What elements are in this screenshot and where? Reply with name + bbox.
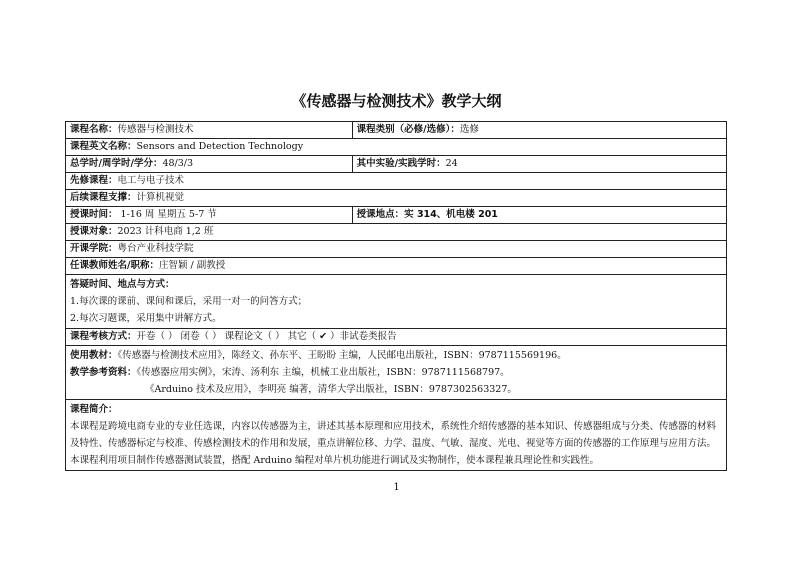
table-row: 授课对象：2023 计科电商 1,2 班	[66, 224, 727, 241]
syllabus-table	[65, 121, 727, 471]
qa-item: 2.每次习题课，采用集中讲解方式。	[70, 313, 222, 324]
college: 粤台产业科技学院	[117, 243, 194, 254]
table-row: 使用教材：《传感器与检测技术应用》，陈经文、孙东平、王盼盼 主编，人民邮电出版社，ISBN：9787115569196。 教学参考资料：《传感器应用实例》，宋涛、汤利东 主编，机械工业出版社，ISBN：9787111568797。 《Arduino 技术及应用》，李明亮 编著，清华大学出版社，ISBN：9787302563327。	[66, 346, 727, 400]
table-row: 后续课程支撑：计算机视觉	[66, 190, 727, 207]
table-row: 授课时间： 1-16 周 星期五 5-7 节 授课地点：实 314、机电楼 201	[66, 207, 727, 224]
reference: 《传感器应用实例》，宋涛、汤利东 主编，机械工业出版社，ISBN：9787111568797。	[136, 367, 510, 378]
reference: 《Arduino 技术及应用》，李明亮 编著，清华大学出版社，ISBN：9787302563327。	[145, 384, 517, 395]
exam-method: 开卷（ ） 闭卷（ ） 课程论文（ ） 其它（ ✔ ）非试卷类报告	[136, 331, 397, 342]
class-place: 实 314、机电楼 201	[404, 209, 498, 220]
table-row: 课程名称：传感器与检测技术 课程类别（必修/选修）：选修	[66, 122, 727, 139]
course-name: 传感器与检测技术	[117, 124, 194, 135]
qa-item: 1.每次课的课前、课间和课后，采用一对一的问答方式；	[70, 296, 308, 307]
page-number: 1	[393, 482, 400, 493]
lab-hours: 24	[445, 158, 458, 169]
target-students: 2023 计科电商 1,2 班	[117, 226, 214, 237]
follow-up-course: 计算机视觉	[136, 192, 185, 203]
table-row: 开课学院：粤台产业科技学院	[66, 241, 727, 258]
textbook: 《传感器与检测技术应用》，陈经文、孙东平、王盼盼 主编，人民邮电出版社，ISBN：9787115569196。	[117, 350, 567, 361]
table-row: 任课教师姓名/职称：庄智颖 / 副教授	[66, 258, 727, 275]
course-type: 选修	[459, 124, 479, 135]
page-title: 《传感器与检测技术》教学大纲	[291, 92, 502, 110]
course-intro: 本课程是跨境电商专业的专业任选课，内容以传感器为主，讲述其基本原理和应用技术，系统性介绍传感器的基本知识、传感器组成与分类、传感器的材料及特性、传感器标定与校准、传感检测技术的作用和发展，重点讲解位移、力学、温度、气敏、湿度、光电、视觉等方面的传感器的工作原理与应用方法。本课程利用项目制作传感器测试装置，搭配 Arduino 编程对单片机功能进行调试及实物制作，使本课程兼具理论性和实践性。	[70, 421, 717, 466]
hours: 48/3/3	[162, 158, 194, 169]
english-name: Sensors and Detection Technology	[136, 141, 304, 152]
table-row: 课程考核方式：开卷（ ） 闭卷（ ） 课程论文（ ） 其它（ ✔ ）非试卷类报告	[66, 329, 727, 346]
class-time: 1-16 周 星期五 5-7 节	[117, 209, 217, 220]
table-row: 答疑时间、地点与方式： 1.每次课的课前、课间和课后，采用一对一的问答方式； 2.每次习题课，采用集中讲解方式。	[66, 275, 727, 329]
table-row: 课程简介： 本课程是跨境电商专业的专业任选课，内容以传感器为主，讲述其基本原理和应用技术，系统性介绍传感器的基本知识、传感器组成与分类、传感器的材料及特性、传感器标定与校准、传感检测技术的作用和发展，重点讲解位移、力学、温度、气敏、湿度、光电、视觉等方面的传感器的工作原理与应用方法。本课程利用项目制作传感器测试装置，搭配 Arduino 编程对单片机功能进行调试及实物制作，使本课程兼具理论性和实践性。	[66, 400, 727, 471]
table-row: 课程英文名称：Sensors and Detection Technology	[66, 139, 727, 156]
table-row: 总学时/周学时/学分：48/3/3 其中实验/实践学时：24	[66, 156, 727, 173]
teacher: 庄智颖 / 副教授	[158, 260, 226, 271]
table-row: 先修课程：电工与电子技术	[66, 173, 727, 190]
prerequisite: 电工与电子技术	[117, 175, 185, 186]
